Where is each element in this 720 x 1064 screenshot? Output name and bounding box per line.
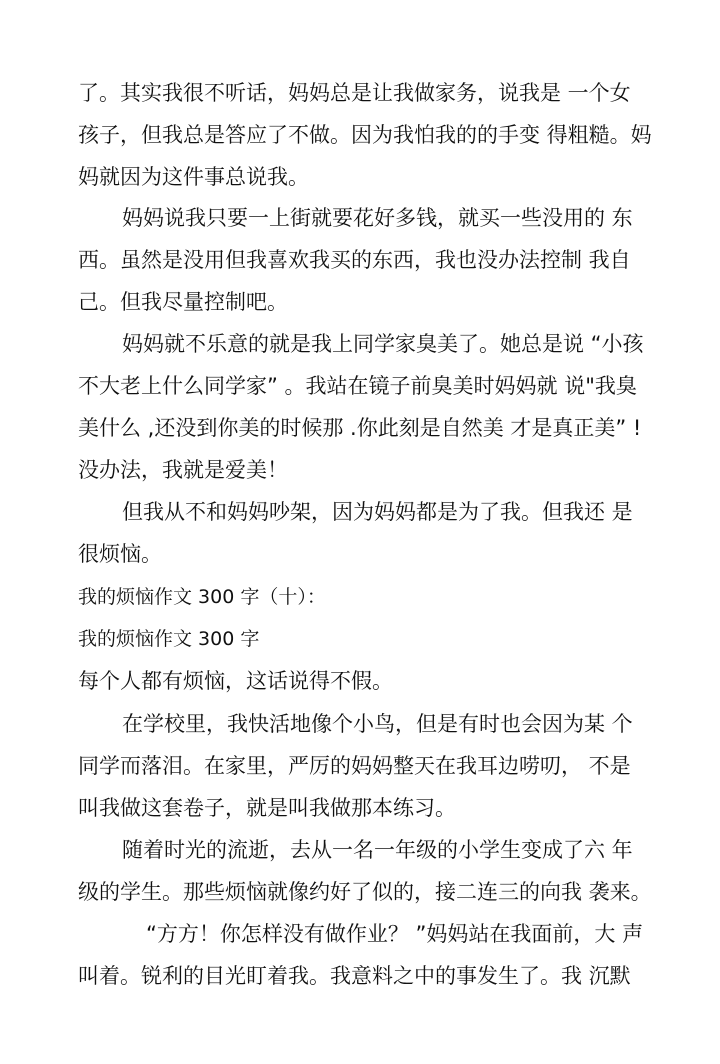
text-line-16: 在学校里，我快活地像个小鸟，但是有时也会因为某 个 xyxy=(122,712,633,736)
text-line-10: 没办法，我就是爱美！ xyxy=(78,458,288,482)
text-line-17: 同学而落泪。在家里，严厉的妈妈整天在我耳边唠叨， 不是 xyxy=(78,754,631,778)
text-line-3: 妈就因为这件事总说我。 xyxy=(78,165,309,189)
text-line-15: 每个人都有烦恼，这话说得不假。 xyxy=(78,669,393,693)
text-line-5: 西。虽然是没用但我喜欢我买的东西，我也没办法控制 我自 xyxy=(78,248,631,272)
text-line-11: 但我从不和妈妈吵架，因为妈妈都是为了我。但我还 是 xyxy=(122,500,633,524)
text-line-18: 叫我做这套卷子，就是叫我做那本练习。 xyxy=(78,796,456,820)
text-line-20: 级的学生。那些烦恼就像约好了似的，接二连三的向我 袭来。 xyxy=(78,880,652,904)
text-line-21: “方方！你怎样没有做作业？ ”妈妈站在我面前，大 声 xyxy=(146,922,644,946)
text-line-2: 孩子，但我总是答应了不做。因为我怕我的的手变 得粗糙。妈 xyxy=(78,123,652,147)
text-line-6: 己。但我尽量控制吧。 xyxy=(78,290,288,314)
text-line-22: 叫着。锐利的目光盯着我。我意料之中的事发生了。我 沉默 xyxy=(78,964,631,988)
text-line-7: 妈妈就不乐意的就是我上同学家臭美了。她总是说 “小孩 xyxy=(122,332,644,356)
text-line-8: 不大老上什么同学家” 。我站在镜子前臭美时妈妈就 说"我臭 xyxy=(78,374,637,398)
text-line-12: 很烦恼。 xyxy=(78,542,162,566)
text-line-1: 了。其实我很不听话，妈妈总是让我做家务，说我是 一个女 xyxy=(78,81,631,105)
text-line-4: 妈妈说我只要一上街就要花好多钱，就买一些没用的 东 xyxy=(122,206,633,230)
text-line-19: 随着时光的流逝，去从一名一年级的小学生变成了六 年 xyxy=(122,838,633,862)
text-line-13: 我的烦恼作文 300 字（十）： xyxy=(78,586,326,608)
text-line-14: 我的烦恼作文 300 字 xyxy=(78,628,260,650)
text-line-9: 美什么 ,还没到你美的时候那 .你此刻是自然美 才是真正美” ! xyxy=(78,416,642,440)
